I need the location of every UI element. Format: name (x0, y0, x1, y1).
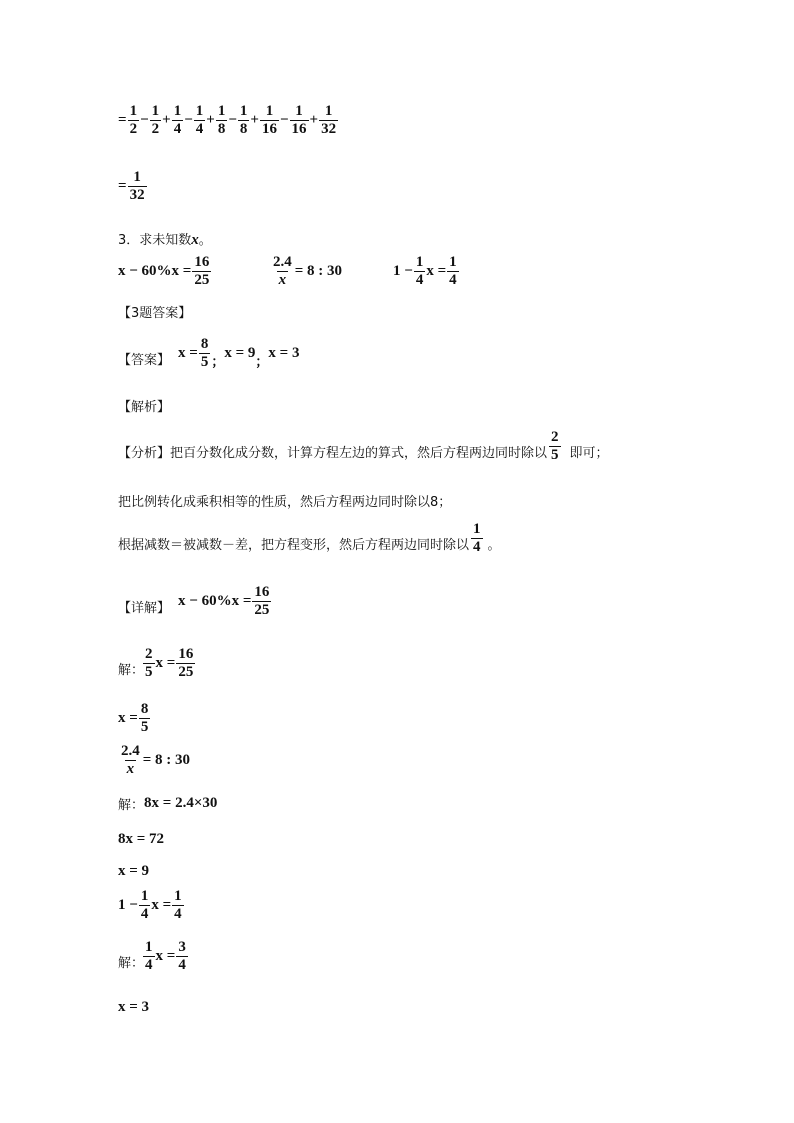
operator: + (206, 112, 215, 128)
numerator: 1 (295, 103, 303, 119)
operator: + (309, 112, 319, 128)
numerator: 2.4 (273, 254, 292, 270)
question-3-title-text: 3．求未知数 (118, 233, 192, 248)
answer-3: x = 3 (268, 345, 300, 361)
denominator: 8 (239, 121, 248, 137)
denominator: 5 (140, 719, 149, 735)
denominator: 4 (178, 957, 186, 973)
answer-values (178, 337, 299, 370)
analysis-text: 根据减数＝被减数－差，把方程变形，然后方程两边同时除以 (118, 538, 470, 553)
fraction (143, 940, 155, 973)
answer-1-fraction (199, 337, 211, 370)
question-3-title (118, 229, 212, 249)
denominator: 4 (415, 272, 424, 288)
numerator: 1 (473, 521, 481, 537)
solution-step-7: x = 3 (118, 999, 150, 1015)
solution-step-6 (118, 940, 189, 973)
operator: − (140, 112, 149, 128)
numerator: 2 (145, 646, 153, 662)
solution-step-3 (118, 794, 217, 813)
fraction (290, 104, 309, 137)
fraction (176, 940, 188, 973)
solution-step-2 (118, 702, 151, 735)
step-equation (142, 940, 189, 973)
denominator: 5 (200, 354, 209, 370)
detail-equation-1 (178, 585, 272, 618)
equals-sign: = (118, 178, 127, 194)
numerator: 1 (133, 169, 141, 185)
denominator: 4 (140, 906, 149, 922)
denominator: 25 (254, 602, 270, 618)
analysis-text: 【分析】把百分数化成分数，计算方程左边的算式，然后方程两边同时除以 (118, 446, 548, 461)
operator: + (250, 112, 259, 128)
analysis-text-end: 即可； (569, 446, 609, 461)
answer-label: 【答案】 (118, 353, 171, 368)
question-3-equation-1 (118, 255, 212, 288)
jie-label: 解： (118, 798, 145, 813)
fraction (238, 104, 250, 137)
fraction (216, 104, 228, 137)
numerator: 1 (145, 939, 153, 955)
numerator: 1 (449, 254, 457, 270)
denominator: 2 (151, 121, 160, 137)
question-3-equation-3 (393, 255, 460, 288)
denominator: 16 (291, 121, 307, 137)
equation-lhs: x − 60%x = (178, 593, 252, 609)
operator: − (279, 112, 289, 128)
equation-mid: x = (151, 897, 172, 913)
fraction (260, 104, 279, 137)
equals-sign: = (118, 112, 127, 128)
detail-equation-2 (118, 744, 190, 777)
numerator: 1 (151, 103, 160, 119)
prev-result-fraction (128, 170, 147, 203)
separator: ； (255, 355, 269, 370)
equation-lhs: x = (118, 710, 138, 726)
fraction (319, 104, 338, 137)
question-3-title-end: 。 (198, 233, 212, 248)
denominator: 25 (194, 272, 210, 288)
denominator: 25 (178, 664, 194, 680)
answer-1-lhs: x = (178, 345, 198, 361)
numerator: 1 (195, 103, 204, 119)
denominator: x (126, 761, 135, 777)
fraction (194, 104, 206, 137)
fraction (192, 255, 211, 288)
numerator: 1 (324, 103, 333, 119)
question-3-variable: x (191, 232, 199, 248)
analysis-text-end: 。 (487, 538, 501, 553)
detail-label: 【详解】 (118, 601, 171, 616)
denominator: 4 (473, 539, 481, 555)
solution-step-1 (118, 647, 196, 680)
numerator: 16 (178, 646, 194, 662)
numerator: 3 (178, 939, 186, 955)
analysis-line-2: 把比例转化成乘积相等的性质，然后方程两边同时除以8； (118, 495, 452, 510)
solution-step-4: 8x = 72 (118, 831, 165, 847)
analysis-line-1 (118, 430, 609, 463)
answer-section-header: 【3题答案】 (118, 306, 192, 321)
analysis-header: 【解析】 (118, 400, 171, 415)
fraction (414, 255, 426, 288)
numerator: 1 (140, 888, 149, 904)
denominator: 4 (449, 272, 457, 288)
denominator: 4 (173, 121, 182, 137)
denominator: 4 (195, 121, 204, 137)
fraction (447, 255, 459, 288)
fraction (549, 430, 561, 463)
denominator: 5 (551, 447, 559, 463)
step-equation (142, 647, 196, 680)
fraction (119, 744, 142, 777)
operator: + (162, 112, 171, 128)
fraction (139, 702, 151, 735)
fraction (252, 585, 271, 618)
prev-sum-terms (127, 104, 340, 137)
numerator: 1 (415, 254, 424, 270)
numerator: 1 (173, 103, 182, 119)
jie-label: 解： (118, 956, 145, 971)
numerator: 1 (129, 103, 138, 119)
denominator: 4 (145, 957, 153, 973)
denominator: x (278, 272, 287, 288)
numerator: 1 (174, 888, 182, 904)
denominator: 5 (145, 664, 153, 680)
fraction (128, 104, 140, 137)
equation-pre: 1 − (393, 263, 413, 279)
fraction (139, 889, 151, 922)
equation-rhs: = 8 : 30 (294, 263, 343, 279)
numerator: 1 (239, 103, 248, 119)
equation-mid: x = (426, 263, 447, 279)
answer-2: x = 9 (224, 345, 256, 361)
numerator: 2.4 (121, 743, 140, 759)
fraction (172, 104, 184, 137)
numerator: 8 (140, 701, 149, 717)
numerator: 8 (200, 336, 209, 352)
analysis-line-3 (118, 522, 501, 555)
denominator: 2 (129, 121, 138, 137)
denominator: 4 (174, 906, 182, 922)
fraction (172, 889, 184, 922)
fraction (471, 522, 483, 555)
prev-sum-line (118, 104, 339, 137)
denominator: 32 (321, 121, 337, 137)
equation-pre: 1 − (118, 897, 138, 913)
detail-line (118, 585, 272, 618)
separator: ； (211, 355, 225, 370)
fraction (143, 647, 155, 680)
equation-mid: x = (155, 655, 176, 671)
numerator: 1 (265, 103, 274, 119)
equation-lhs: x − 60%x = (118, 263, 192, 279)
detail-equation-3 (118, 889, 185, 922)
fraction (150, 104, 162, 137)
numerator: 1 (217, 103, 226, 119)
operator: − (228, 112, 237, 128)
question-3-equation-2 (270, 255, 342, 288)
denominator: 32 (129, 187, 145, 203)
denominator: 8 (217, 121, 226, 137)
equation-rhs: = 8 : 30 (142, 752, 191, 768)
jie-label: 解： (118, 663, 145, 678)
step-equation: 8x = 2.4×30 (144, 795, 218, 811)
numerator: 2 (551, 429, 559, 445)
fraction (176, 647, 195, 680)
answer-line (118, 337, 299, 370)
operator: − (184, 112, 193, 128)
solution-step-5: x = 9 (118, 863, 150, 879)
numerator: 16 (254, 584, 270, 600)
numerator: 16 (194, 254, 210, 270)
fraction (271, 255, 294, 288)
equation-mid: x = (155, 948, 176, 964)
denominator: 16 (261, 121, 277, 137)
prev-result-line (118, 170, 148, 203)
